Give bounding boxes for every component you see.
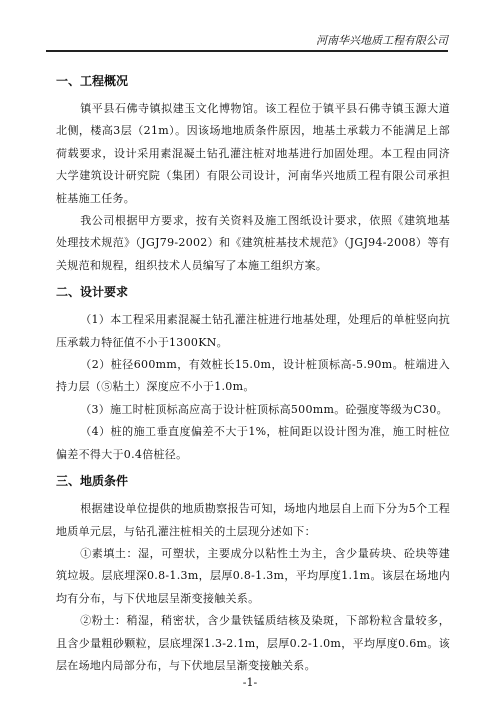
section-title: 三、地质条件 (56, 474, 129, 489)
paragraph: （4）桩的施工垂直度偏差不大于1%，桩间距以设计图为准，施工时桩位偏差不得大于0.4倍桩径。 (56, 425, 450, 461)
company-name: 河南华兴地质工程有限公司 (316, 34, 448, 47)
paragraph: （1）本工程采用素混凝土钻孔灌注桩进行地基处理，处理后的单桩竖向抗压承载力特征值不小于1300KN。 (56, 313, 450, 349)
section-overview (56, 70, 450, 277)
section-geology (56, 470, 450, 677)
paragraph: （2）桩径600mm，有效桩长15.0m，设计桩顶标高-5.90m。桩端进入持力层（⑤粘土）深度应不小于1.0m。 (56, 358, 450, 394)
paragraph: ①素填土：湿，可塑状，主要成分以粘性土为主，含少量砖块、砼块等建筑垃圾。层底埋深0.8-1.3m，层厚0.8-1.3m，平均厚度1.1m。该层在场地内均有分布，与下伏地层呈渐变接触关系。 (56, 546, 450, 605)
paragraph: 我公司根据甲方要求，按有关资料及施工图纸设计要求，依照《建筑地基处理技术规范》（JGJ79-2002）和《建筑桩基技术规范》（JGJ94-2008）等有关规范和规程，组织技术人员编写了本施工组织方案。 (56, 214, 450, 272)
document-body (56, 70, 450, 681)
page-header (46, 28, 448, 52)
section-design-requirements (56, 281, 450, 466)
section-title: 二、设计要求 (56, 285, 129, 300)
paragraph: 根据建设单位提供的地质勘察报告可知，场地内地层自上而下分为5个工程地质单元层，与钻孔灌注桩相关的土层现分述如下： (56, 502, 450, 538)
paragraph: （3）施工时桩顶标高应高于设计桩顶标高500mm。砼强度等级为C30。 (80, 402, 448, 416)
page-number: -1- (242, 676, 258, 689)
paragraph: ②粉土：稍湿，稍密状，含少量铁锰质结核及染斑，下部粉粒含量较多，且含少量粗砂颗粒，层底埋深1.3-2.1m，层厚0.2-1.0m，平均厚度0.6m。该层在场地内局部分布，与下伏地层呈渐变接触关系。 (56, 614, 450, 672)
section-title: 一、工程概况 (56, 74, 129, 88)
paragraph: 镇平县石佛寺镇拟建玉文化博物馆。该工程位于镇平县石佛寺镇玉源大道北侧，楼高3层（21m）。因该场地地质条件原因，地基土承载力不能满足上部荷载要求，设计采用素混凝土钻孔灌注桩对地基进行加固处理。本工程由同济大学建筑设计研究院（集团）有限公司设计，河南华兴地质工程有限公司承担桩基施工任务。 (56, 102, 450, 205)
